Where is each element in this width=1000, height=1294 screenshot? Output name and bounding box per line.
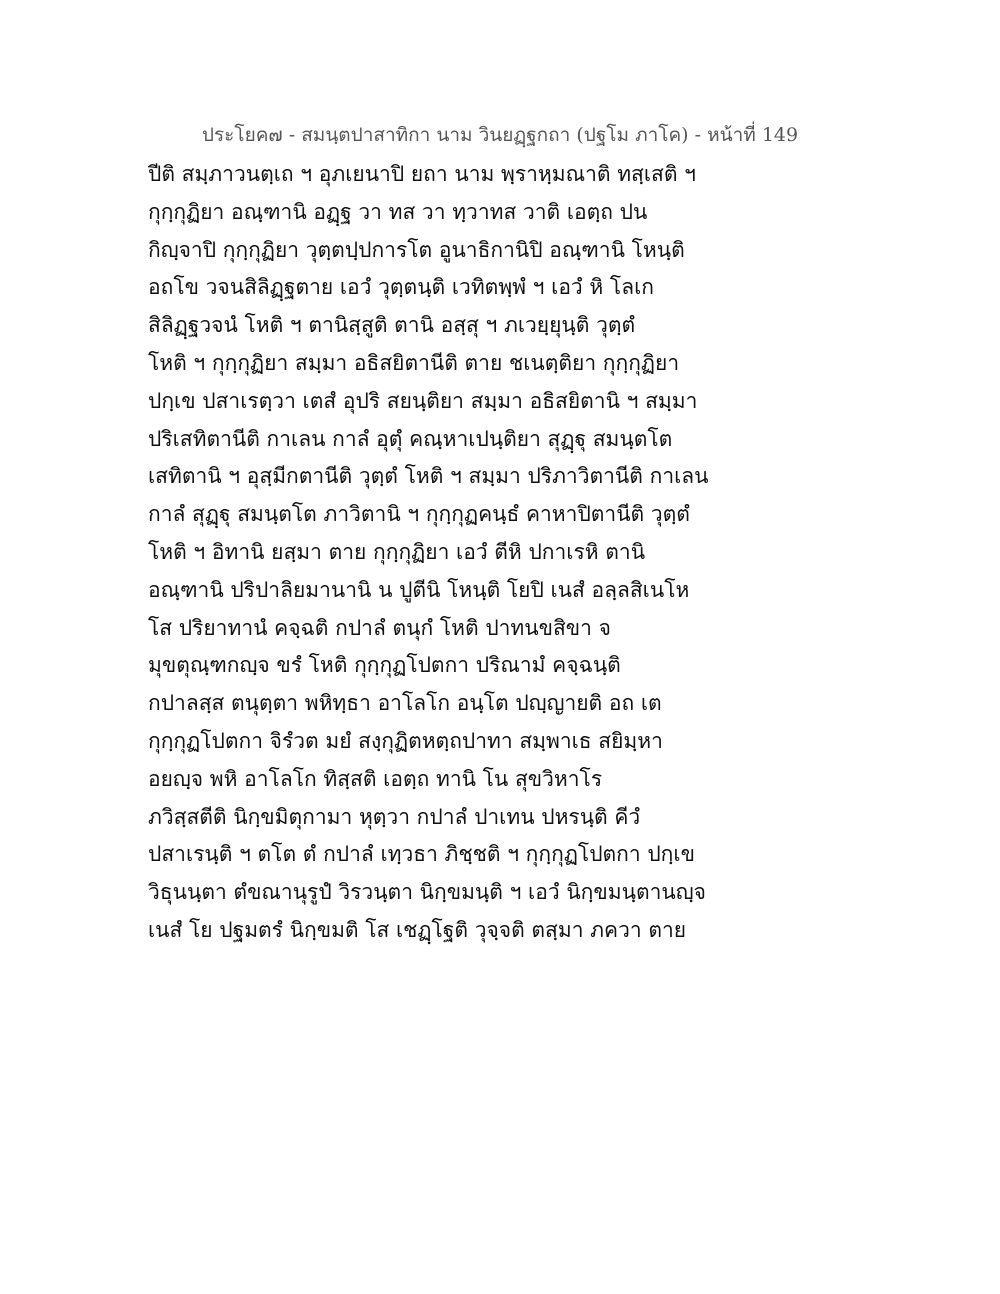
text-line: เสทิตานิ ฯ อุสฺมีกตานีติ วุตฺตํ โหติ ฯ สมฺมา ปริภาวิตานีติ กาเลน — [148, 464, 709, 489]
text-line: กิญฺจาปิ กุกฺกุฏิยา วุตฺตปฺปการโต อูนาธิกานิปิ อณฺฑานิ โหนฺติ — [148, 237, 685, 262]
body-text — [148, 156, 748, 950]
text-line: โหติ ฯ อิทานิ ยสฺมา ตาย กุกฺกุฏิยา เอวํ ตีหิ ปกาเรหิ ตานิ — [148, 539, 646, 564]
text-line: มุขตุณฺฑกญฺจ ขรํ โหติ กุกฺกุฏโปตกา ปริณามํ คจฺฉนฺติ — [148, 653, 621, 678]
text-line: ปีติ สมฺภาวนตฺเถ ฯ อุภเยนาปิ ยถา นาม พฺราหฺมณาติ ทสฺเสติ ฯ — [148, 162, 696, 186]
text-line: โส ปริยาทานํ คจฺฉติ กปาลํ ตนุกํ โหติ ปาทนขสิขา จ — [148, 615, 611, 640]
text-line: ปสาเรนฺติ ฯ ตโต ตํ กปาลํ เทฺวธา ภิชฺชติ ฯ กุกฺกุฏโปตกา ปกฺเข — [148, 842, 695, 867]
text-line: อยญฺจ พหิ อาโลโก ทิสฺสติ เอตฺถ ทานิ โน สุขวิหาโร — [148, 766, 603, 791]
text-line: วิธุนนฺตา ตํขณานุรูปํ วิรวนฺตา นิกฺขมนฺติ ฯ เอวํ นิกฺขมนฺตานญฺจ — [148, 880, 706, 905]
text-line: กุกฺกุฏโปตกา จิรํวต มยํ สงฺกุฏิตหตฺถปาทา สมฺพาเธ สยิมฺหา — [148, 728, 663, 753]
text-line: โหติ ฯ กุกฺกุฏิยา สมฺมา อธิสยิตานีติ ตาย ชเนตฺติยา กุกฺกุฏิยา — [148, 350, 680, 375]
text-line: ปริเสทิตานีติ กาเลน กาลํ อุตุํ คณฺหาเปนฺติยา สุฏฺฐุ สมนฺตโต — [148, 426, 673, 451]
text-line: อถโข วจนสิลิฏฺฐตาย เอวํ วุตฺตนฺติ เวทิตพฺพํ ฯ เอวํ หิ โลเก — [148, 275, 654, 300]
page-header: ประโยค๗ - สมนฺตปาสาทิกา นาม วินยฏฺฐกถา (ปฐโม ภาโค) - หน้าที่ 149 — [201, 124, 799, 146]
text-line: สิลิฏฺฐวจนํ โหติ ฯ ตานิสฺสูติ ตานิ อสฺสุ ฯ ภเวยฺยุนฺติ วุตฺตํ — [148, 313, 636, 338]
text-line: กาลํ สุฏฺฐุ สมนฺตโต ภาวิตานิ ฯ กุกฺกุฏคนฺธํ คาหาปิตานีติ วุตฺตํ — [148, 502, 690, 527]
text-line: เนสํ โย ปฐมตรํ นิกฺขมติ โส เชฏฺโฐติ วุจฺจติ ตสฺมา ภควา ตาย — [148, 917, 687, 942]
text-line: กปาลสฺส ตนุตฺตา พหิทฺธา อาโลโก อนฺโต ปญฺญายติ อถ เต — [148, 691, 662, 716]
text-line: ภวิสฺสตีติ นิกฺขมิตุกามา หุตฺวา กปาลํ ปาเทน ปหรนฺติ คีวํ — [148, 804, 641, 829]
text-line: ปกฺเข ปสาเรตฺวา เตสํ อุปริ สยนฺติยา สมฺมา อธิสยิตานิ ฯ สมฺมา — [148, 388, 698, 413]
text-line: กุกฺกุฏิยา อณฺฑานิ อฏฺฐ วา ทส วา ทฺวาทส วาติ เอตฺถ ปน — [148, 199, 648, 224]
text-line: อณฺฑานิ ปริปาลิยมานานิ น ปูตีนิ โหนฺติ โยปิ เนสํ อลฺลสิเนโห — [148, 577, 690, 602]
